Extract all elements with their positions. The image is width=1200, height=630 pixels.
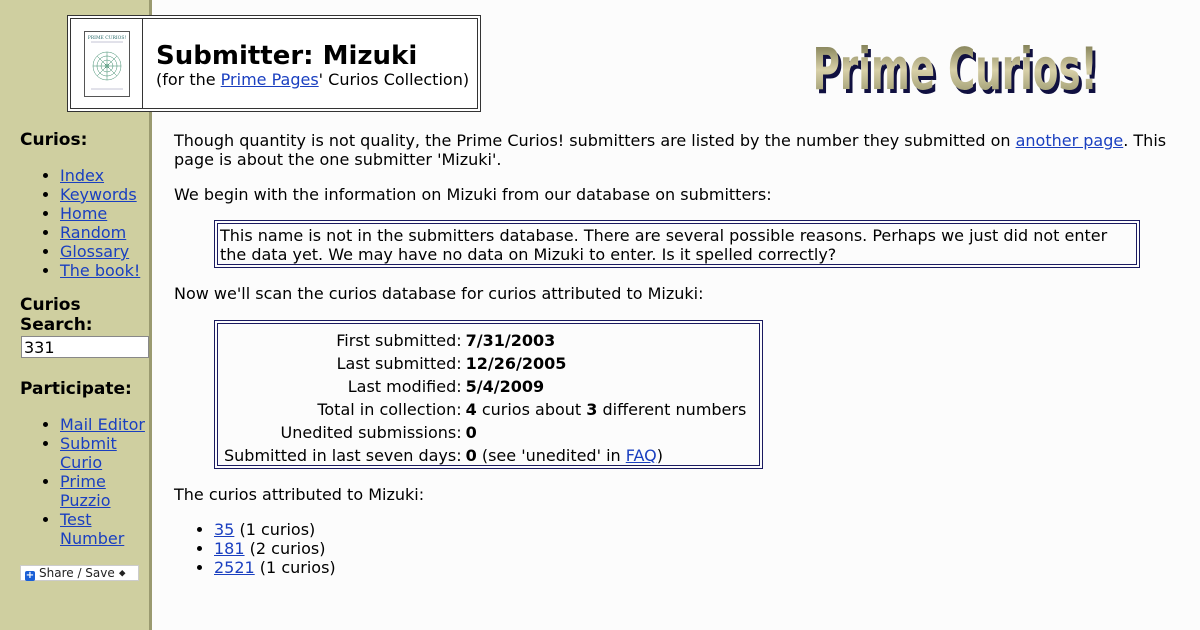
stats-row-last-submitted — [222, 352, 748, 375]
svg-text:Prime Curios!: Prime Curios! — [815, 40, 1101, 108]
nav-item-mail-editor — [60, 415, 152, 434]
curio-number-link[interactable]: 181 — [214, 539, 245, 558]
db-intro: We begin with the information on Mizuki from our database on submitters: — [174, 185, 772, 204]
seven-suffix-text: ) — [656, 446, 663, 465]
nav-item-book — [60, 261, 140, 280]
nav-link-home[interactable]: Home — [60, 204, 108, 223]
stats-row-unedited — [222, 421, 748, 444]
nav-link-test-number[interactable]: Test Number — [60, 510, 125, 548]
db-message: This name is not in the submitters database. There are several possible reasons. Perhaps we just did not enter the data yet. We may have no data on Mizuki to enter. Is it spelled correctly? — [217, 223, 1137, 265]
stats-label: Unedited submissions: — [280, 423, 462, 442]
another-page-link[interactable]: another page — [1015, 131, 1124, 150]
curios-list — [174, 520, 336, 577]
subtitle-prefix: (for the — [156, 70, 221, 89]
stats-label: Last submitted: — [336, 354, 462, 373]
unedited-value: 0 — [465, 423, 477, 442]
plus-icon: + — [25, 570, 35, 581]
curio-number-link[interactable]: 35 — [214, 520, 235, 539]
scan-intro: Now we'll scan the curios database for curios attributed to Mizuki: — [174, 284, 704, 303]
curio-count: (1 curios) — [254, 558, 336, 577]
book-cell — [71, 19, 143, 108]
last-modified-value: 5/4/2009 — [465, 377, 545, 396]
faq-link[interactable]: FAQ — [625, 446, 657, 465]
nav-item-home — [60, 204, 140, 223]
search-heading: Curios Search: — [20, 295, 93, 335]
nav-link-random[interactable]: Random — [60, 223, 127, 242]
stats-table — [222, 329, 748, 467]
stats-label: First submitted: — [336, 331, 462, 350]
participate-heading: Participate: — [20, 379, 132, 399]
curios-heading: Curios: — [20, 130, 88, 150]
nav-link-submit-curio[interactable]: Submit Curio — [60, 434, 117, 472]
header-box — [67, 15, 481, 112]
page-subtitle — [156, 70, 469, 89]
list-item — [214, 520, 336, 539]
svg-text:Prime Curios!: Prime Curios! — [812, 36, 1098, 104]
total-suffix-text: different numbers — [597, 400, 747, 419]
stats-row-last-modified — [222, 375, 748, 398]
last-submitted-value: 12/26/2005 — [465, 354, 567, 373]
nav-item-glossary — [60, 242, 140, 261]
stats-label: Last modified: — [347, 377, 462, 396]
intro-text: Though quantity is not quality, the Prime Curios! submitters are listed by the number they submitted on — [174, 131, 1016, 150]
intro-paragraph — [174, 131, 1174, 169]
nav-link-prime-puzzio[interactable]: Prime Puzzio — [60, 472, 111, 510]
seven-days-value: 0 — [465, 446, 477, 465]
search-input[interactable] — [21, 336, 149, 358]
stats-row-first-submitted — [222, 329, 748, 352]
nav-item-submit-curio — [60, 434, 152, 472]
submitter-info-box — [214, 220, 1140, 268]
share-label: Share / Save — [39, 566, 115, 580]
list-item — [214, 558, 336, 577]
subtitle-suffix: ' Curios Collection) — [318, 70, 470, 89]
nav-item-random — [60, 223, 140, 242]
stats-row-seven-days — [222, 444, 748, 467]
curios-nav — [20, 166, 140, 280]
curio-count: (1 curios) — [234, 520, 316, 539]
curios-intro: The curios attributed to Mizuki: — [174, 485, 425, 504]
intro-suffix: . This page is about the one submitter 'Mizuki'. — [174, 131, 1167, 169]
list-item — [214, 539, 336, 558]
nav-link-index[interactable]: Index — [60, 166, 105, 185]
nav-item-test-number — [60, 510, 152, 548]
nav-link-mail-editor[interactable]: Mail Editor — [60, 415, 145, 434]
total-mid-text: curios about — [476, 400, 587, 419]
stats-label: Submitted in last seven days: — [224, 446, 462, 465]
prime-curios-logo[interactable] — [805, 20, 1105, 110]
first-submitted-value: 7/31/2003 — [465, 331, 556, 350]
nav-link-keywords[interactable]: Keywords — [60, 185, 137, 204]
stats-box — [214, 320, 763, 469]
nav-link-book[interactable]: The book! — [60, 261, 141, 280]
nav-item-index — [60, 166, 140, 185]
nav-item-prime-puzzio — [60, 472, 152, 510]
nav-item-keywords — [60, 185, 140, 204]
curio-count: (2 curios) — [244, 539, 326, 558]
stats-label: Total in collection: — [317, 400, 462, 419]
nav-link-glossary[interactable]: Glossary — [60, 242, 130, 261]
share-save-button[interactable] — [20, 565, 139, 581]
updown-arrow-icon: ⯁ — [118, 570, 126, 580]
seven-mid-text: (see 'unedited' in — [476, 446, 626, 465]
stats-row-total — [222, 398, 748, 421]
total-numbers-value: 3 — [586, 400, 598, 419]
svg-text:PRIME CURIOS!: PRIME CURIOS! — [87, 36, 127, 41]
prime-pages-link[interactable]: Prime Pages — [220, 70, 319, 89]
book-cover-image[interactable] — [84, 31, 130, 97]
participate-nav — [20, 415, 152, 548]
page-title: Submitter: Mizuki — [156, 41, 418, 71]
curio-number-link[interactable]: 2521 — [214, 558, 255, 577]
total-count-value: 4 — [465, 400, 477, 419]
